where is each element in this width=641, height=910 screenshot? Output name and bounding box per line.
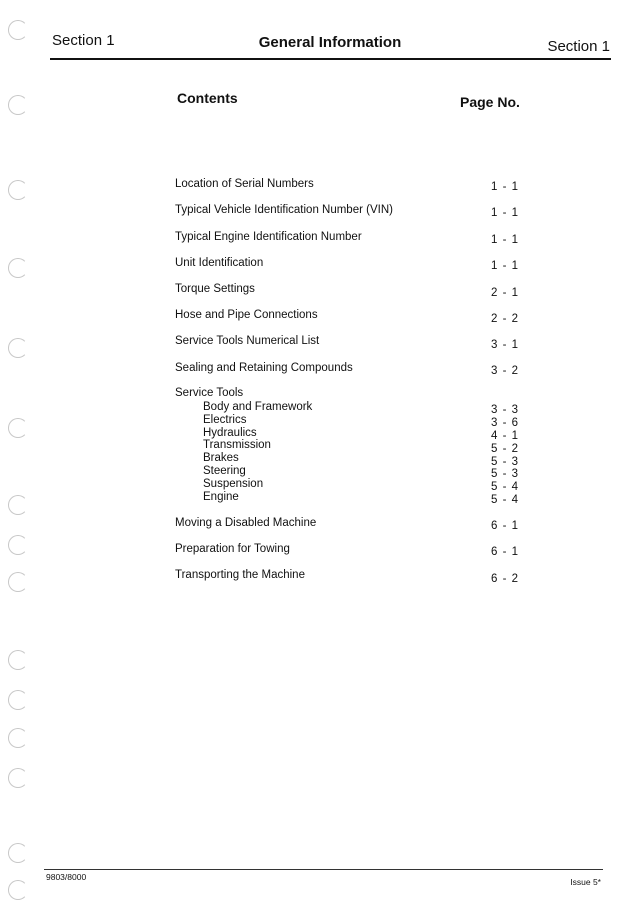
toc-item-label: Unit Identification — [175, 257, 264, 269]
page-number-heading: Page No. — [460, 94, 520, 110]
punch-hole-decoration — [8, 338, 28, 358]
toc-item-page: 3 - 1 — [490, 339, 519, 351]
toc-item-label: Torque Settings — [175, 283, 255, 295]
toc-item-page: 6 - 1 — [490, 520, 519, 532]
toc-subitem-page: 5 - 3 — [490, 456, 519, 468]
contents-heading: Contents — [177, 90, 238, 106]
toc-item-page: 3 - 2 — [490, 365, 519, 377]
toc-item-label: Service Tools — [175, 387, 244, 399]
punch-hole-decoration — [8, 95, 28, 115]
toc-subitem-page: 5 - 3 — [490, 468, 519, 480]
header-section-right: Section 1 — [547, 38, 610, 55]
punch-hole-decoration — [8, 880, 28, 900]
toc-subitem-page: 4 - 1 — [490, 430, 519, 442]
punch-hole-decoration — [8, 690, 28, 710]
toc-subitem-label: Transmission — [203, 439, 271, 451]
toc-subitem-label: Hydraulics — [203, 427, 257, 439]
toc-item-page: 2 - 2 — [490, 313, 519, 325]
toc-subitem-page: 3 - 3 — [490, 404, 519, 416]
toc-subitem-label: Electrics — [203, 414, 247, 426]
punch-hole-decoration — [8, 843, 28, 863]
toc-item-label: Typical Vehicle Identification Number (VIN) — [175, 204, 393, 216]
toc-subitem-page: 5 - 2 — [490, 443, 519, 455]
binder-holes — [0, 0, 40, 910]
punch-hole-decoration — [8, 535, 28, 555]
toc-item-label: Typical Engine Identification Number — [175, 231, 362, 243]
punch-hole-decoration — [8, 728, 28, 748]
header-divider — [50, 58, 611, 60]
toc-item-page: 1 - 1 — [490, 234, 519, 246]
toc-subitem-label: Steering — [203, 465, 246, 477]
footer-divider — [44, 869, 603, 870]
toc-subitem-page: 3 - 6 — [490, 417, 519, 429]
toc-subitem-label: Engine — [203, 491, 239, 503]
toc-item-page: 1 - 1 — [490, 207, 519, 219]
toc-subitem-label: Suspension — [203, 478, 264, 490]
toc-item-page: 1 - 1 — [490, 181, 519, 193]
toc-item-label: Location of Serial Numbers — [175, 178, 314, 190]
toc-subitem-label: Body and Framework — [203, 401, 313, 413]
toc-item-label: Transporting the Machine — [175, 569, 305, 581]
toc-subitem-page: 5 - 4 — [490, 481, 519, 493]
toc-item-page: 6 - 1 — [490, 546, 519, 558]
toc-item-label: Moving a Disabled Machine — [175, 517, 317, 529]
header-title: General Information — [258, 34, 402, 51]
footer-document-number: 9803/8000 — [46, 872, 87, 882]
punch-hole-decoration — [8, 768, 28, 788]
toc-item-page: 2 - 1 — [490, 287, 519, 299]
toc-item-label: Hose and Pipe Connections — [175, 309, 318, 321]
footer-issue: Issue 5* — [570, 877, 601, 887]
toc-subitem-label: Brakes — [203, 452, 239, 464]
toc-item-label: Preparation for Towing — [175, 543, 290, 555]
toc-item-page: 1 - 1 — [490, 260, 519, 272]
punch-hole-decoration — [8, 495, 28, 515]
header-section-left: Section 1 — [52, 32, 115, 49]
toc-item-label: Service Tools Numerical List — [175, 335, 320, 347]
toc-item-page: 6 - 2 — [490, 573, 519, 585]
toc-subitem-page: 5 - 4 — [490, 494, 519, 506]
punch-hole-decoration — [8, 180, 28, 200]
punch-hole-decoration — [8, 650, 28, 670]
punch-hole-decoration — [8, 20, 28, 40]
punch-hole-decoration — [8, 572, 28, 592]
punch-hole-decoration — [8, 258, 28, 278]
punch-hole-decoration — [8, 418, 28, 438]
toc-item-label: Sealing and Retaining Compounds — [175, 362, 353, 374]
